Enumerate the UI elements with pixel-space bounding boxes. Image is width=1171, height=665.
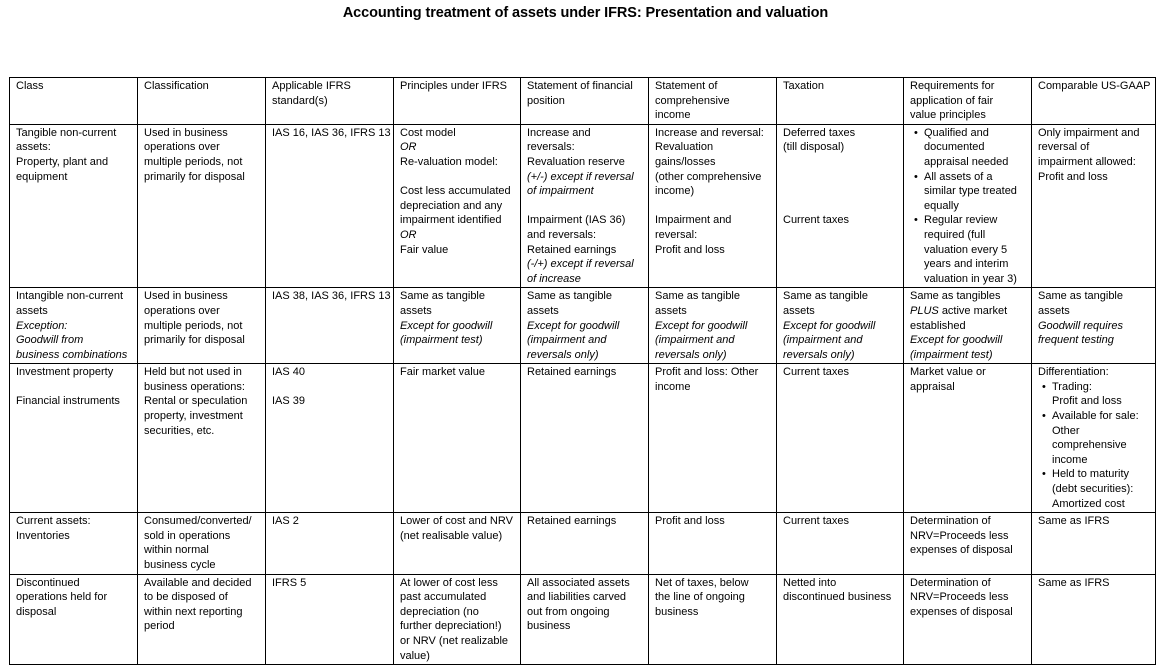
us-gaap-list <box>1038 380 1149 511</box>
ifrs-assets-table <box>9 77 1156 665</box>
cell-principles: Same as tangible assets Except for goodwill (impairment test) <box>394 288 521 364</box>
cell-fair-value: Market value or appraisal <box>904 364 1032 513</box>
cell-standard: IAS 16, IAS 36, IFRS 13 <box>266 124 394 288</box>
cell-classification: Used in business operations over multiple periods, not primarily for disposal <box>138 124 266 288</box>
header-standard: Applicable IFRS standard(s) <box>266 78 394 125</box>
cell-taxation: Deferred taxes (till disposal) Current taxes <box>777 124 904 288</box>
cell-class: Current assets: Inventories <box>10 513 138 574</box>
fair-value-list <box>910 126 1025 287</box>
table-row <box>10 364 1156 513</box>
cell-financial-position: Retained earnings <box>521 513 649 574</box>
header-fair-value: Requirements for application of fair value principles <box>904 78 1032 125</box>
cell-taxation: Netted into discontinued business <box>777 574 904 665</box>
cell-fair-value: Determination of NRV=Proceeds less expenses of disposal <box>904 574 1032 665</box>
cell-financial-position: All associated assets and liabilities carved out from ongoing business <box>521 574 649 665</box>
cell-class: Tangible non-current assets: Property, plant and equipment <box>10 124 138 288</box>
header-comprehensive-income: Statement of comprehensive income <box>649 78 777 125</box>
cell-principles: Lower of cost and NRV (net realisable value) <box>394 513 521 574</box>
cell-financial-position: Retained earnings <box>521 364 649 513</box>
list-item: • All assets of a similar type treated equally <box>924 170 1025 214</box>
cell-us-gaap: Only impairment and reversal of impairment allowed: Profit and loss <box>1032 124 1156 288</box>
cell-principles: Fair market value <box>394 364 521 513</box>
cell-comprehensive-income: Net of taxes, below the line of ongoing business <box>649 574 777 665</box>
cell-comprehensive-income: Profit and loss <box>649 513 777 574</box>
cell-fair-value <box>904 124 1032 288</box>
cell-class: Discontinued operations held for disposal <box>10 574 138 665</box>
cell-comprehensive-income: Same as tangible assets Except for goodwill (impairment and reversals only) <box>649 288 777 364</box>
cell-standard: IFRS 5 <box>266 574 394 665</box>
page-title: Accounting treatment of assets under IFRS: Presentation and valuation <box>342 5 829 21</box>
list-item: • Trading: Profit and loss <box>1052 380 1149 409</box>
header-taxation: Taxation <box>777 78 904 125</box>
header-us-gaap: Comparable US-GAAP <box>1032 78 1156 125</box>
table-row <box>10 288 1156 364</box>
cell-classification: Used in business operations over multiple periods, not primarily for disposal <box>138 288 266 364</box>
cell-taxation: Current taxes <box>777 513 904 574</box>
cell-comprehensive-income: Increase and reversal: Revaluation gains/losses (other comprehensive income) Impairment and reversal: Profit and loss <box>649 124 777 288</box>
cell-class: Investment property Financial instruments <box>10 364 138 513</box>
cell-us-gaap: Same as IFRS <box>1032 513 1156 574</box>
cell-us-gaap: Same as IFRS <box>1032 574 1156 665</box>
cell-financial-position: Same as tangible assets Except for goodwill (impairment and reversals only) <box>521 288 649 364</box>
cell-us-gaap: Same as tangible assets Goodwill requires frequent testing <box>1032 288 1156 364</box>
list-item: • Held to maturity (debt securities): Amortized cost <box>1052 467 1149 511</box>
table-row <box>10 513 1156 574</box>
cell-standard: IAS 38, IAS 36, IFRS 13 <box>266 288 394 364</box>
cell-standard: IAS 40 IAS 39 <box>266 364 394 513</box>
header-row <box>10 78 1156 125</box>
cell-principles: Cost model OR Re-valuation model: Cost less accumulated depreciation and any impairment identified OR Fair value <box>394 124 521 288</box>
cell-comprehensive-income: Profit and loss: Other income <box>649 364 777 513</box>
list-item: • Available for sale: Other comprehensive income <box>1052 409 1149 467</box>
header-class: Class <box>10 78 138 125</box>
cell-us-gaap: Differentiation: • Trading: Profit and loss • Available for sale: Other comprehensive income • Held to maturity (debt securities): Amortized cost <box>1032 364 1156 513</box>
cell-taxation: Current taxes <box>777 364 904 513</box>
cell-standard: IAS 2 <box>266 513 394 574</box>
header-principles: Principles under IFRS <box>394 78 521 125</box>
cell-fair-value: Same as tangibles PLUS active market established Except for goodwill (impairment test) <box>904 288 1032 364</box>
cell-financial-position: Increase and reversals: Revaluation reserve (+/-) except if reversal of impairment Impairment (IAS 36) and reversals: Retained earnings (-/+) except if reversal of increase <box>521 124 649 288</box>
cell-classification: Available and decided to be disposed of within next reporting period <box>138 574 266 665</box>
cell-principles: At lower of cost less past accumulated depreciation (no further depreciation!) or NRV (net realizable value) <box>394 574 521 665</box>
cell-taxation: Same as tangible assets Except for goodwill (impairment and reversals only) <box>777 288 904 364</box>
cell-classification: Held but not used in business operations: Rental or speculation property, investment securities, etc. <box>138 364 266 513</box>
cell-classification: Consumed/converted/ sold in operations within normal business cycle <box>138 513 266 574</box>
table-row <box>10 124 1156 288</box>
header-financial-position: Statement of financial position <box>521 78 649 125</box>
cell-fair-value: Determination of NRV=Proceeds less expenses of disposal <box>904 513 1032 574</box>
cell-class: Intangible non-current assets Exception: Goodwill from business combinations <box>10 288 138 364</box>
list-item: • Regular review required (full valuation every 5 years and interim valuation in year 3) <box>924 213 1025 286</box>
header-classification: Classification <box>138 78 266 125</box>
list-item: • Qualified and documented appraisal needed <box>924 126 1025 170</box>
table-row <box>10 574 1156 665</box>
